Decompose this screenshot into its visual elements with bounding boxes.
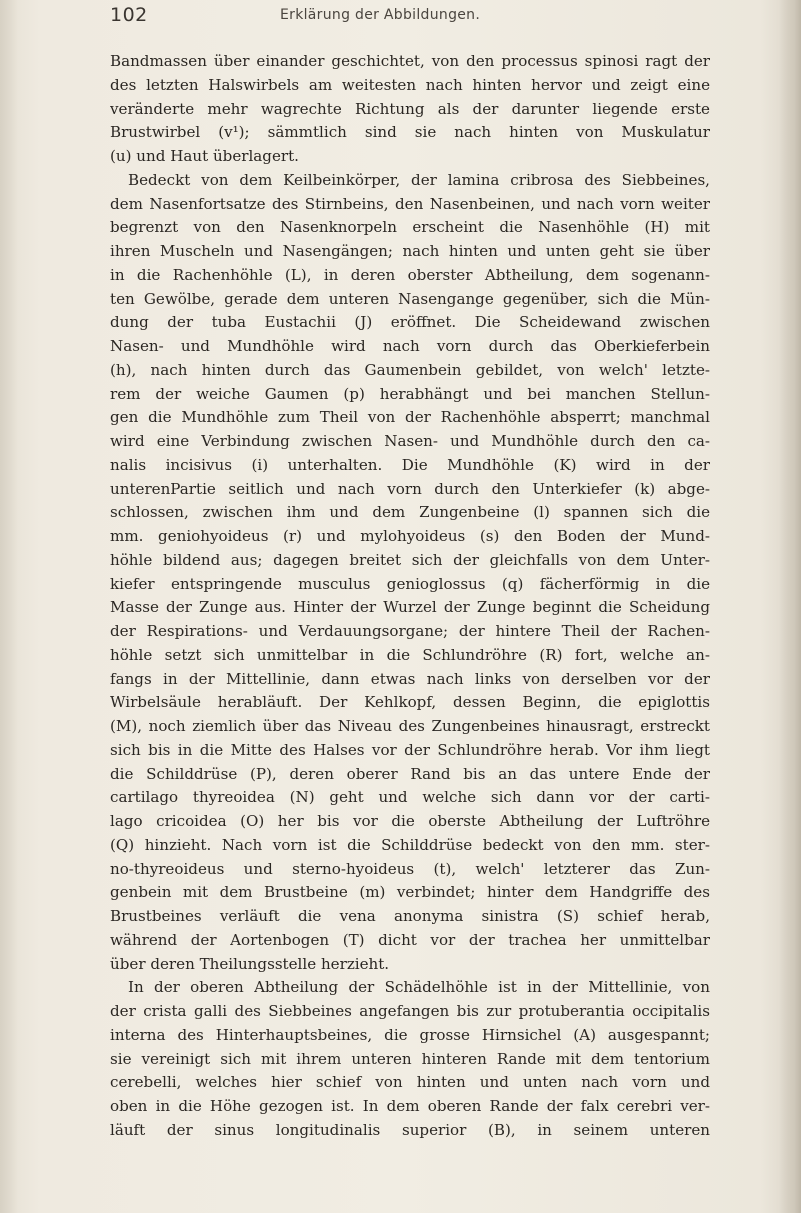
text-line: Masse der Zunge aus. Hinter der Wurzel der Zunge beginnt die Scheidung [110,598,710,617]
text-line: schlossen, zwischen ihm und dem Zungenbeine (l) spannen sich die [110,503,710,522]
text-line: fangs in der Mittellinie, dann etwas nach links von derselben vor der [110,669,710,688]
text-line: höhle bildend aus; dagegen breitet sich der gleichfalls von dem Unter- [110,550,710,569]
text-line: Nasen- und Mundhöhle wird nach vorn durch das Oberkieferbein [110,337,710,355]
text-line: (Q) hinzieht. Nach vorn ist die Schilddrüse bedeckt von den mm. ster- [110,835,710,854]
text-line: Brustwirbel (v¹); sämmtlich sind sie nach hinten von Muskulatur [110,123,710,142]
text-line: Brustbeines verläuft die vena anonyma sinistra (S) schief herab, [110,907,710,925]
text-line: Wirbelsäule herabläuft. Der Kehlkopf, dessen Beginn, die epiglottis [110,693,710,712]
text-line: höhle setzt sich unmittelbar in die Schlundröhre (R) fort, welche an- [110,645,710,664]
text-line: die Schilddrüse (P), deren oberer Rand bis an das untere Ende der [110,764,710,783]
page-edge-shadow [779,0,801,1213]
text-line: der Respirations- und Verdauungsorgane; der hintere Theil der Rachen- [110,622,710,640]
text-line: oben in die Höhe gezogen ist. In dem oberen Rande der falx cerebri ver- [110,1097,710,1115]
text-line: dung der tuba Eustachii (J) eröffnet. Die Scheidewand zwischen [110,313,710,332]
text-line: gen die Mundhöhle zum Theil von der Rachenhöhle absperrt; manchmal [110,408,710,427]
page-header [110,4,710,34]
text-line: unterenPartie seitlich und nach vorn durch den Unterkiefer (k) abge- [110,479,710,498]
text-line: (M), noch ziemlich über das Niveau des Zungenbeines hinausragt, erstreckt [110,717,710,735]
text-line: nalis incisivus (i) unterhalten. Die Mundhöhle (K) wird in der [110,455,710,474]
text-line: sie vereinigt sich mit ihrem unteren hinteren Rande mit dem tentorium [110,1049,710,1068]
text-line: des letzten Halswirbels am weitesten nach hinten hervor und zeigt eine [110,75,710,94]
text-line: lago cricoidea (O) her bis vor die oberste Abtheilung der Luftröhre [110,812,710,830]
text-line: genbein mit dem Brustbeine (m) verbindet; hinter dem Handgriffe des [110,883,710,902]
text-line: kiefer entspringende musculus genioglossus (q) fächerförmig in die [110,574,710,593]
text-line: sich bis in die Mitte des Halses vor der Schlundröhre herab. Vor ihm liegt [110,740,710,759]
text-line: no-thyreoideus und sterno-hyoideus (t), welch' letzterer das Zun- [110,859,710,878]
body-text [110,50,710,1143]
text-line: In der oberen Abtheilung der Schädelhöhle ist in der Mittellinie, von [128,978,710,997]
text-line: Bedeckt von dem Keilbeinkörper, der lamina cribrosa des Siebbeines, [128,170,710,189]
text-line: wird eine Verbindung zwischen Nasen- und Mundhöhle durch den ca- [110,432,710,450]
text-line: der crista galli des Siebbeines angefangen bis zur protuberantia occipitalis [110,1002,710,1020]
text-line: über deren Theilungsstelle herzieht. [110,954,390,973]
running-head: Erklärung der Abbildungen. [280,7,481,23]
text-line: in die Rachenhöhle (L), in deren oberster Abtheilung, dem sogenann- [110,265,710,284]
text-line: veränderte mehr wagrechte Richtung als der darunter liegende erste [110,99,710,118]
text-line: ten Gewölbe, gerade dem unteren Nasengange gegenüber, sich die Mün- [110,289,710,308]
text-line: cerebelli, welches hier schief von hinten und unten nach vorn und [110,1073,710,1092]
text-line: rem der weiche Gaumen (p) herabhängt und bei manchen Stellun- [110,384,710,403]
text-line: begrenzt von den Nasenknorpeln erscheint die Nasenhöhle (H) mit [110,218,710,237]
text-line: ihren Muscheln und Nasengängen; nach hinten und unten geht sie über [110,242,710,260]
text-line: während der Aortenbogen (T) dicht vor der trachea her unmittelbar [110,930,710,949]
text-line: dem Nasenfortsatze des Stirnbeins, den Nasenbeinen, und nach vorn weiter [110,194,710,213]
page-number: 102 [110,4,148,26]
text-line: cartilago thyreoidea (N) geht und welche sich dann vor der carti- [110,788,710,807]
text-line: mm. geniohyoideus (r) und mylohyoideus (s) den Boden der Mund- [110,527,710,545]
page-gutter-shadow [0,0,18,1213]
text-line: läuft der sinus longitudinalis superior (B), in seinem unteren [110,1120,710,1139]
text-line: (u) und Haut überlagert. [110,147,299,165]
text-line: interna des Hinterhauptsbeines, die grosse Hirnsichel (A) ausgespannt; [110,1025,710,1044]
text-line: (h), nach hinten durch das Gaumenbein gebildet, von welch' letzte- [110,360,710,379]
text-line: Bandmassen über einander geschichtet, von den processus spinosi ragt der [110,52,710,70]
